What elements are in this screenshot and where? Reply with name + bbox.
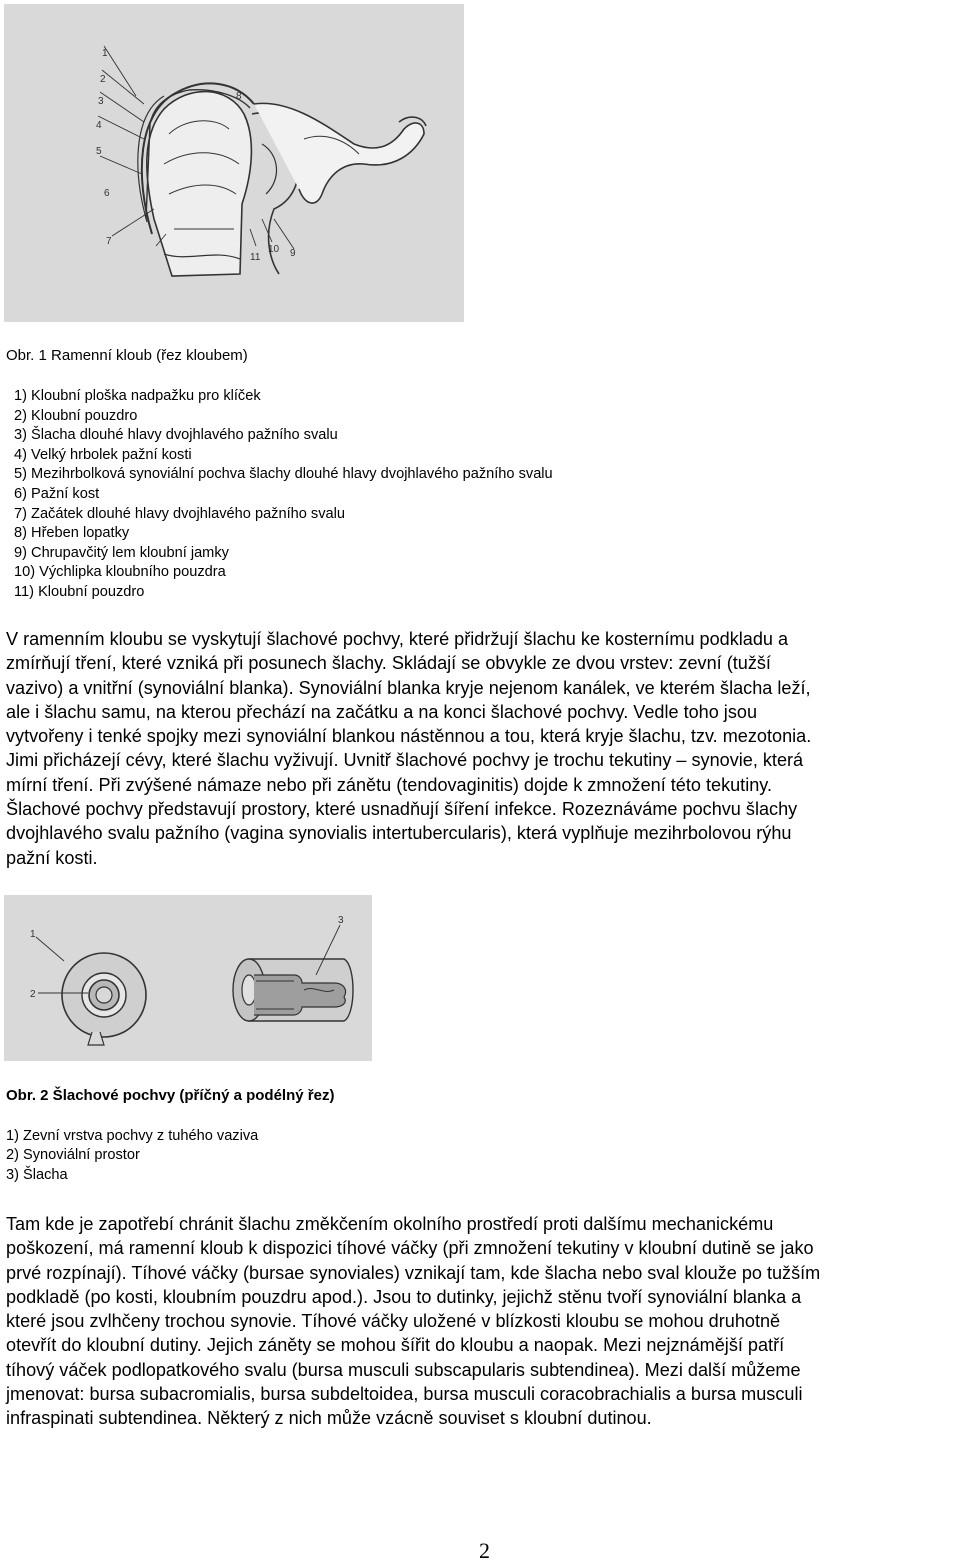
paragraph-line: ale i šlachu samu, na kterou přechází na začátku a na konci šlachové pochvy. Vedle toho jsou bbox=[6, 701, 758, 722]
paragraph-line: dvojhlavého svalu pažního (vagina synovialis intertubercularis), která vyplňuje mezihrbolovou rýhu bbox=[6, 823, 792, 844]
figure1-svg bbox=[4, 4, 464, 322]
paragraph-line: jmenovat: bursa subacromialis, bursa subdeltoidea, bursa musculi coracobrachialis a bursa musculi bbox=[6, 1384, 803, 1405]
figure2-caption: Obr. 2 Šlachové pochvy (příčný a podélný řez) bbox=[6, 1087, 335, 1104]
paragraph-bursae bbox=[6, 1212, 820, 1431]
paragraph-line: prvé rozpínají). Tíhové váčky (bursae synoviales) vznikají tam, kde šlacha nebo sval klouže po tužším bbox=[6, 1262, 821, 1283]
figure2-label: 1 bbox=[30, 929, 36, 940]
paragraph-line: Šlachové pochvy představují prostory, které usnadňují šíření infekce. Rozeznáváme pochvu šlachy bbox=[6, 799, 798, 820]
paragraph-tendon-sheaths bbox=[6, 627, 811, 870]
paragraph-line: tíhový váček podlopatkového svalu (bursa musculi subscapularis subtendinea). Mezi další můžeme bbox=[6, 1359, 801, 1380]
paragraph-line: V ramenním kloubu se vyskytují šlachové pochvy, které přidržují šlachu ke kosternímu podkladu a bbox=[6, 629, 789, 649]
figure1-label: 1 bbox=[102, 48, 108, 59]
figure1-caption: Obr. 1 Ramenní kloub (řez kloubem) bbox=[6, 347, 248, 364]
paragraph-line: podkladě (po kosti, kloubním pouzdru apod.). Jsou to dutinky, jejichž stěnu tvoří synoviální blanka a bbox=[6, 1286, 802, 1307]
paragraph-line: otevřít do kloubní dutiny. Jejich záněty se mohou šířit do kloubu a naopak. Mezi nejznámější patří bbox=[6, 1335, 785, 1356]
figure1-label: 10 bbox=[268, 244, 280, 255]
figure1-legend bbox=[14, 387, 553, 603]
paragraph-line: pažní kosti. bbox=[6, 847, 98, 868]
legend-item: 9) Chrupavčitý lem kloubní jamky bbox=[14, 544, 229, 561]
legend-item: 2) Synoviální prostor bbox=[6, 1147, 140, 1164]
figure1-label: 7 bbox=[106, 236, 112, 247]
legend-item: 4) Velký hrbolek pažní kosti bbox=[14, 446, 192, 463]
figure1-label: 2 bbox=[100, 74, 106, 85]
paragraph-line: mírní tření. Při zvýšené námaze nebo při zánětu (tendovaginitis) dojde k zmnožení této tekutiny. bbox=[6, 774, 773, 795]
paragraph-line: vytvořeny i tenké spojky mezi synoviální blankou nástěnnou a tou, která kryje šlachu, tzv. mezotonia. bbox=[6, 726, 812, 747]
figure2-tendon-sheath-drawing bbox=[4, 895, 372, 1061]
figure2-legend bbox=[6, 1127, 258, 1185]
legend-item: 11) Kloubní pouzdro bbox=[14, 583, 145, 600]
figure1-label: 6 bbox=[104, 188, 110, 199]
page-number: 2 bbox=[479, 1538, 490, 1563]
paragraph-line: Tam kde je zapotřebí chránit šlachu změkčením okolního prostředí proti dalšímu mechanickému bbox=[6, 1214, 774, 1234]
legend-item: 2) Kloubní pouzdro bbox=[14, 407, 138, 424]
legend-item: 5) Mezihrbolková synoviální pochva šlachy dlouhé hlavy dvojhlavého pažního svalu bbox=[14, 466, 553, 483]
figure2-svg bbox=[4, 895, 372, 1061]
figure2-label: 2 bbox=[30, 989, 36, 1000]
paragraph-line: zmírňují tření, které vzniká při posunech šlachy. Skládají se obvykle ze dvou vrstev: zevní (tužší bbox=[6, 653, 771, 674]
paragraph-line: které jsou zvlhčeny trochou synovie. Tíhové váčky uložené v blízkosti kloubu se mohou druhotně bbox=[6, 1311, 781, 1332]
legend-item: 1) Kloubní ploška nadpažku pro klíček bbox=[14, 388, 261, 404]
figure1-label: 3 bbox=[98, 96, 104, 107]
figure2-label: 3 bbox=[338, 915, 344, 926]
legend-item: 7) Začátek dlouhé hlavy dvojhlavého pažního svalu bbox=[14, 505, 346, 522]
paragraph-line: poškození, má ramenní kloub k dispozici tíhové váčky (při zmnožení tekutiny v kloubní dutině se jako bbox=[6, 1238, 814, 1259]
figure1-label: 11 bbox=[250, 252, 261, 263]
legend-item: 3) Šlacha dlouhé hlavy dvojhlavého pažního svalu bbox=[14, 427, 338, 444]
figure1-label: 8 bbox=[236, 91, 242, 102]
legend-item: 10) Výchlipka kloubního pouzdra bbox=[14, 564, 226, 581]
figure1-label: 9 bbox=[290, 248, 296, 259]
figure1-label: 5 bbox=[96, 146, 102, 157]
paragraph-line: infraspinati subtendinea. Některý z nich může vzácně souviset s kloubní dutinou. bbox=[6, 1408, 652, 1429]
legend-item: 1) Zevní vrstva pochvy z tuhého vaziva bbox=[6, 1128, 259, 1144]
paragraph-line: vazivo) a vnitřní (synoviální blanka). Synoviální blanka kryje nejenom kanálek, ve kterém šlacha leží, bbox=[6, 677, 811, 698]
legend-item: 3) Šlacha bbox=[6, 1166, 68, 1183]
paragraph-line: Jimi přicházejí cévy, které šlachu vyživují. Uvnitř šlachové pochvy je trochu tekutiny – synovie, která bbox=[6, 750, 804, 771]
figure1-label: 4 bbox=[96, 120, 102, 131]
figure1-shoulder-joint-drawing bbox=[4, 4, 464, 322]
legend-item: 8) Hřeben lopatky bbox=[14, 525, 130, 542]
legend-item: 6) Pažní kost bbox=[14, 485, 100, 502]
